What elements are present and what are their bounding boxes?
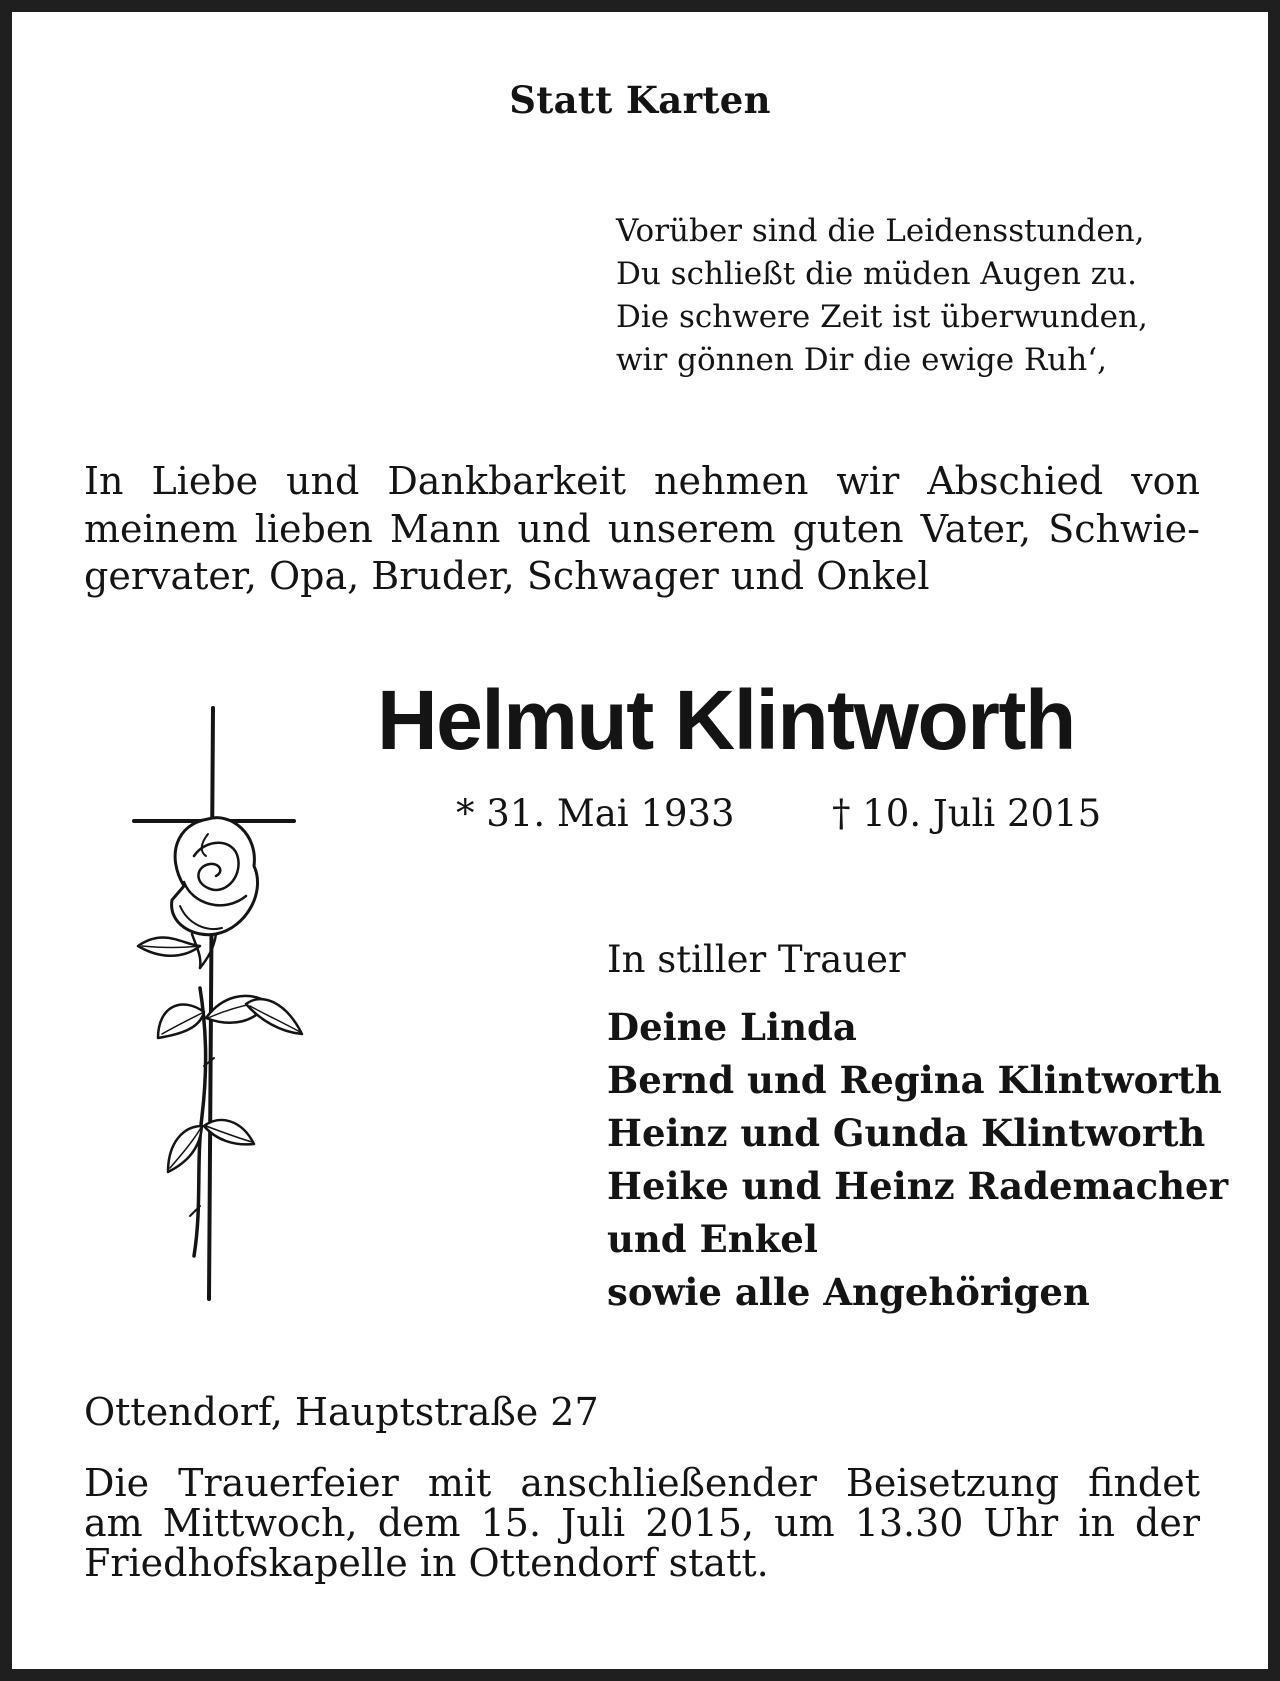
service-line: am Mittwoch, dem 15. Juli 2015, um 13.30 Uhr in der — [84, 1501, 1200, 1545]
poem-line: Vorüber sind die Leidensstunden, — [616, 213, 1145, 249]
mourner-name: Bernd und Regina Klintworth — [607, 1058, 1222, 1102]
deceased-name: Helmut Klintworth — [377, 673, 1075, 767]
poem-line: wir gönnen Dir die ewige Ruh‘, — [616, 342, 1107, 378]
poem-line: Du schließt die müden Augen zu. — [616, 256, 1137, 292]
mourners-list — [607, 1001, 1228, 1319]
mourner-name: Deine Linda — [607, 1005, 857, 1049]
poem-line: Die schwere Zeit ist überwunden, — [616, 299, 1148, 335]
birth-date: * 31. Mai 1933 — [456, 792, 735, 835]
address: Ottendorf, Hauptstraße 27 — [84, 1390, 599, 1434]
mourner-name: Heinz und Gunda Klintworth — [607, 1111, 1206, 1155]
service-line: Friedhofskapelle in Ottendorf statt. — [84, 1541, 769, 1585]
service-text — [84, 1463, 1200, 1583]
death-date: † 10. Juli 2015 — [832, 792, 1102, 835]
intro-line: meinem lieben Mann und unserem guten Vater, Schwie- — [84, 506, 1200, 551]
mourner-name: und Enkel — [607, 1217, 818, 1261]
mourner-name: Heike und Heinz Rademacher — [607, 1164, 1229, 1208]
intro-line: In Liebe und Dankbarkeit nehmen wir Abschied von — [84, 459, 1200, 503]
header-title: Statt Karten — [509, 78, 771, 122]
cross-with-rose-icon — [96, 706, 326, 1306]
intro-line: gervater, Opa, Bruder, Schwager und Onkel — [84, 554, 930, 598]
poem — [616, 210, 1148, 382]
mourners-label: In stiller Trauer — [607, 938, 906, 981]
mourner-name: sowie alle Angehörigen — [607, 1270, 1090, 1314]
intro-text — [84, 458, 1200, 601]
service-line: Die Trauerfeier mit anschließender Beisetzung findet — [84, 1461, 1200, 1505]
